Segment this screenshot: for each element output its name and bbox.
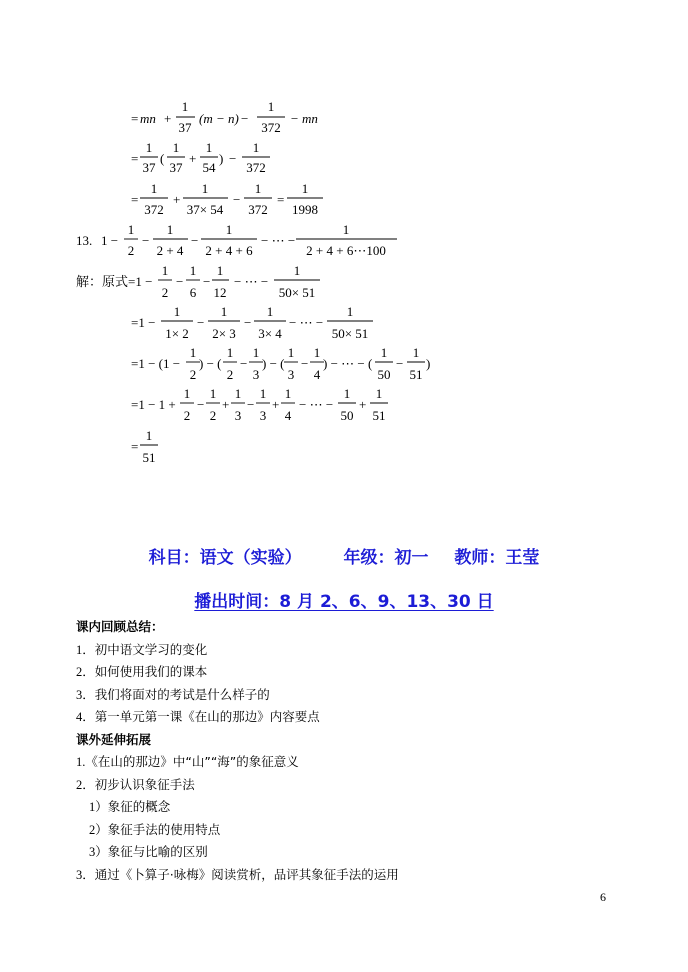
operator: − — [197, 315, 205, 330]
numerator: 1 — [252, 345, 260, 360]
numerator: 1 — [346, 304, 354, 319]
operator: − — [203, 274, 211, 289]
denominator: 2 — [127, 243, 135, 258]
list-item: 1．初中语文学习的变化 — [76, 641, 208, 657]
denominator: 51 — [372, 408, 386, 423]
operator: + — [164, 111, 172, 126]
solution-line-2 — [131, 304, 373, 341]
paren: ( — [160, 151, 165, 166]
operator: − — [396, 356, 404, 371]
denominator: 3 — [234, 408, 242, 423]
teacher-label: 教师：王莹 — [454, 548, 540, 568]
denominator: 372 — [261, 120, 281, 135]
denominator: 12 — [213, 285, 227, 300]
solution-line-1 — [76, 263, 320, 300]
lesson-outline — [76, 616, 636, 886]
broadcast-time-text: 播出时间：8 月 2、6、9、13、30 日 — [194, 592, 494, 612]
numerator: 1 — [287, 345, 295, 360]
denominator: 6 — [189, 285, 197, 300]
operator: − — [240, 356, 248, 371]
list-item: 2．初步认识象征手法 — [76, 776, 195, 792]
numerator: 1 — [145, 140, 153, 155]
numerator: 1 — [150, 181, 158, 196]
numerator: 1 — [267, 99, 275, 114]
numerator: 1 — [343, 386, 351, 401]
operator: − — [247, 397, 255, 412]
ellipsis: − ⋯ − — [289, 315, 324, 330]
term: 1 − — [101, 233, 119, 248]
denominator: 3 — [259, 408, 267, 423]
numerator: 1 — [225, 222, 233, 237]
numerator: 1 — [226, 345, 234, 360]
denominator: 3× 4 — [258, 326, 282, 341]
term: − mn — [290, 111, 318, 126]
term: =1 − — [131, 315, 156, 330]
operator: − — [176, 274, 184, 289]
denominator: 3 — [287, 367, 295, 382]
term: (m − n) — [199, 111, 239, 126]
solution-label: 解：原式=1 − — [76, 274, 153, 289]
denominator: 51 — [142, 450, 156, 465]
denominator: 37 — [178, 120, 192, 135]
numerator: 1 — [183, 386, 191, 401]
page-number: 6 — [600, 890, 606, 904]
denominator: 4 — [284, 408, 292, 423]
numerator: 1 — [220, 304, 228, 319]
problem-13 — [76, 222, 397, 258]
denominator: 54 — [202, 160, 216, 175]
sub-list-item: 2）象征手法的使用特点 — [89, 821, 221, 837]
solution-line-5 — [131, 428, 158, 465]
denominator: 372 — [144, 202, 164, 217]
denominator: 1998 — [292, 202, 318, 217]
section-heading: 课外延伸拓展 — [76, 731, 152, 747]
operator: − — [229, 151, 237, 166]
denominator: 2 — [209, 408, 217, 423]
denominator: 50 — [340, 408, 354, 423]
list-item: 3．我们将面对的考试是什么样子的 — [76, 686, 270, 702]
operator: + — [359, 397, 367, 412]
numerator: 1 — [173, 304, 181, 319]
term: =1 − 1 + — [131, 397, 176, 412]
numerator: 1 — [301, 181, 309, 196]
numerator: 1 — [172, 140, 180, 155]
equals-sign: = — [131, 192, 139, 207]
list-item: 1.《在山的那边》中“山”“海”的象征意义 — [76, 754, 299, 769]
ellipsis: − ⋯ − — [261, 233, 296, 248]
equation-line-1 — [131, 99, 318, 135]
denominator: 2 — [189, 367, 197, 382]
numerator: 1 — [342, 222, 350, 237]
subject-label: 科目：语文（实验） — [148, 548, 302, 568]
denominator: 2 — [226, 367, 234, 382]
operator: − — [233, 192, 241, 207]
grade-label: 年级：初一 — [343, 548, 429, 568]
list-item: 3．通过《卜算子·咏梅》阅读赏析，品评其象征手法的运用 — [76, 866, 399, 882]
section-heading: 课内回顾总结： — [76, 619, 164, 634]
denominator: 372 — [248, 202, 268, 217]
term: mn — [140, 111, 156, 126]
paren: ) — [219, 151, 224, 166]
denominator: 37× 54 — [186, 202, 224, 217]
denominator: 37 — [142, 160, 156, 175]
numerator: 1 — [252, 140, 260, 155]
numerator: 1 — [205, 140, 213, 155]
operator: + — [173, 192, 181, 207]
numerator: 1 — [380, 345, 388, 360]
numerator: 1 — [166, 222, 174, 237]
equals-sign: = — [131, 439, 139, 454]
numerator: 1 — [189, 263, 197, 278]
denominator: 50 — [377, 367, 391, 382]
denominator: 2 — [183, 408, 191, 423]
equals-sign: = — [277, 192, 285, 207]
paren: ) — [426, 356, 431, 371]
denominator: 37 — [169, 160, 183, 175]
problem-number: 13. — [76, 233, 93, 248]
numerator: 1 — [209, 386, 217, 401]
term: =1 − (1 − — [131, 356, 181, 371]
numerator: 1 — [234, 386, 242, 401]
operator: − — [244, 315, 252, 330]
denominator: 2 + 4 + 6 — [205, 243, 253, 258]
denominator: 51 — [409, 367, 423, 382]
numerator: 1 — [266, 304, 274, 319]
denominator: 50× 51 — [278, 285, 316, 300]
numerator: 1 — [375, 386, 383, 401]
ellipsis: − ⋯ − — [234, 274, 269, 289]
equation-line-3 — [131, 181, 323, 217]
operator: + — [222, 397, 230, 412]
solution-line-3 — [131, 345, 430, 382]
operator: − — [197, 397, 205, 412]
denominator: 3 — [252, 367, 260, 382]
numerator: 1 — [313, 345, 321, 360]
denominator: 1× 2 — [165, 326, 189, 341]
numerator: 1 — [293, 263, 301, 278]
denominator: 2 — [161, 285, 169, 300]
equals-sign: = — [131, 151, 139, 166]
numerator: 1 — [254, 181, 262, 196]
denominator: 2 + 4 + 6⋯100 — [306, 243, 386, 258]
numerator: 1 — [127, 222, 135, 237]
operator: + — [272, 397, 280, 412]
numerator: 1 — [412, 345, 420, 360]
list-item: 2．如何使用我们的课本 — [76, 664, 208, 679]
numerator: 1 — [216, 263, 224, 278]
operator: − — [191, 233, 199, 248]
operator: − — [241, 111, 249, 126]
sub-list-item: 3）象征与比喻的区别 — [89, 844, 208, 859]
denominator: 372 — [246, 160, 266, 175]
ellipsis: − ⋯ − — [299, 397, 334, 412]
term: ) − ( — [199, 356, 222, 371]
term: ) − ⋯ − ( — [323, 356, 373, 371]
list-item: 4．第一单元第一课《在山的那边》内容要点 — [76, 709, 320, 724]
denominator: 2× 3 — [212, 326, 236, 341]
numerator: 1 — [145, 428, 153, 443]
numerator: 1 — [259, 386, 267, 401]
operator: − — [301, 356, 309, 371]
equation-line-2 — [131, 140, 270, 175]
equals-sign: = — [131, 111, 139, 126]
denominator: 2 + 4 — [156, 243, 184, 258]
numerator: 1 — [284, 386, 292, 401]
operator: − — [142, 233, 150, 248]
sub-list-item: 1）象征的概念 — [89, 799, 171, 814]
broadcast-time — [0, 587, 688, 612]
numerator: 1 — [201, 181, 209, 196]
numerator: 1 — [181, 99, 189, 114]
term: ) − ( — [262, 356, 285, 371]
denominator: 50× 51 — [331, 326, 369, 341]
numerator: 1 — [161, 263, 169, 278]
numerator: 1 — [189, 345, 197, 360]
subject-header — [0, 543, 688, 568]
denominator: 4 — [313, 367, 321, 382]
operator: + — [189, 151, 197, 166]
solution-line-4 — [131, 386, 388, 423]
